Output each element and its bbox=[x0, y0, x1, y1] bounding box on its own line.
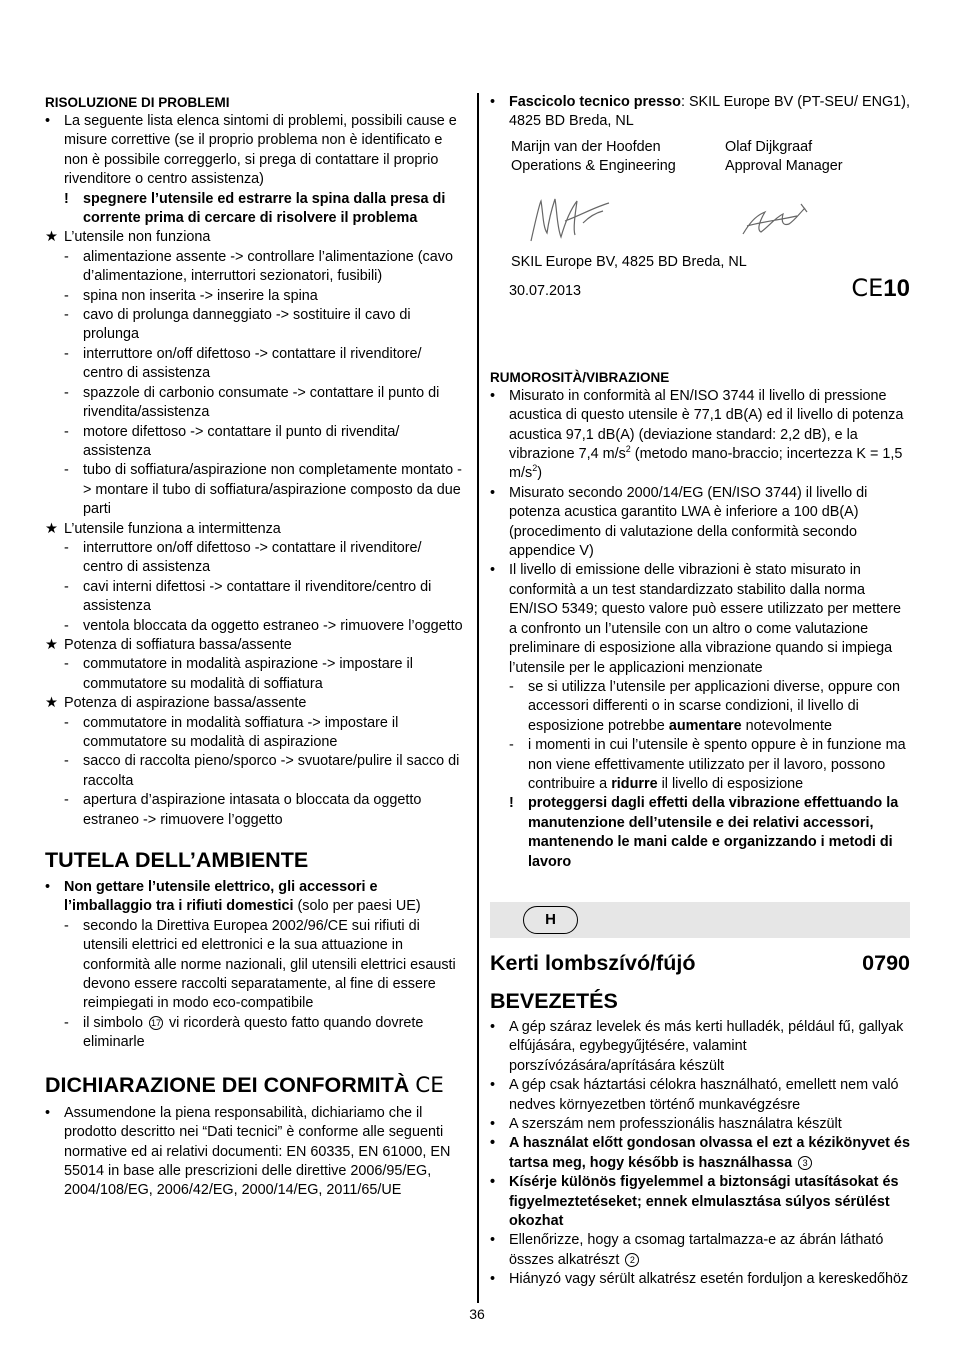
declaration-date: 30.07.2013 bbox=[509, 282, 582, 299]
language-badge: H bbox=[523, 906, 578, 934]
signature-block bbox=[490, 138, 910, 348]
list-item: • Hiányzó vagy sérült alkatrész esetén forduljon a kereskedőhöz bbox=[490, 1271, 909, 1288]
troubleshooting-warning: ! spegnere l’utensile ed estrarre la spina dalla presa di corrente prima di cercare di risolvere il problema bbox=[64, 190, 446, 227]
environment-heading: TUTELA DELL’AMBIENTE bbox=[45, 848, 309, 873]
list-item: - interruttore on/off difettoso -> contattare il rivenditore/ centro di assistenza bbox=[64, 539, 422, 576]
figure-reference-icon: 2 bbox=[625, 1253, 639, 1267]
signer-1: Marijn van der Hoofden Operations & Engineering bbox=[511, 138, 676, 175]
company-address: SKIL Europe BV, 4825 BD Breda, NL bbox=[511, 253, 747, 270]
conformity-text: • Assumendone la piena responsabilità, dichiariamo che il prodotto descritto nei “Dati tecnici” è conforme alle seguenti normative ed ai relativi documenti: EN 60335, EN 61000, EN 55014 in base alle prescrizioni delle direttive 2006/95/EG, 2004/108/EG, 2006/42/EG, 2000/14/EG, 2011/65/UE bbox=[45, 1104, 451, 1199]
list-item: - sacco di raccolta pieno/sporco -> svuotare/pulire il sacco di raccolta bbox=[64, 753, 460, 789]
list-item: - commutatore in modalità aspirazione -> impostare il commutatore su modalità di soffiatura bbox=[64, 656, 413, 692]
troubleshooting-intro: • La seguente lista elenca sintomi di problemi, possibili cause e misure correttive (se il proprio problema non è identificato e non è possibile correggerlo, si prega di contattare il proprio rivenditore o centro assistenza) bbox=[45, 113, 457, 188]
list-item: • Kísérje különös figyelemmel a biztonsági utasításokat és figyelmeztetéseket; ennek elmulasztása súlyos sérülést okozhat bbox=[490, 1174, 899, 1230]
list-item: - se si utilizza l’utensile per applicazioni diverse, oppure con accessori differenti o in scarse condizioni, il livello di esposizione potrebbe aumentare notevolmente bbox=[509, 678, 900, 734]
vibration-warning: ! proteggersi dagli effetti della vibrazione effettuando la manutenzione dell’utensile e dei relativi accessori, mantenendo le mani calde e organizzando i metodi di lavoro bbox=[509, 795, 899, 870]
ce-mark-icon: CE bbox=[415, 1072, 444, 1098]
noise-measure-1: • Misurato in conformità al EN/ISO 3744 il livello di pressione acustica di questo utensile è 77,1 dB(A) ed il livello di potenza acustica 97,1 dB(A) (deviazione standard: 2,2 dB), e la vibrazione 7,4 $m/s^2$ (metodo mano-braccio; incertezza K = 1,5 $m/s^2$) bbox=[490, 387, 904, 482]
list-item: - motore difettoso -> contattare il punto di rivendita/ assistenza bbox=[64, 423, 400, 459]
symptom-low-blow: ★ Potenza di soffiatura bassa/assente bbox=[45, 636, 292, 653]
conformity-heading: DICHIARAZIONE DEI CONFORMITÀ CE bbox=[45, 1072, 444, 1098]
list-item: • Ellenőrizze, hogy a csomag tartalmazza-e az ábrán látható összes alkatrészt 2 bbox=[490, 1232, 884, 1268]
noise-measure-2: • Misurato secondo 2000/14/EG (EN/ISO 3744) il livello di potenza acustica garantito LWA è inferiore a 100 dB(A) (procedimento di valutazione della conformità secondo appendice V) bbox=[490, 484, 868, 560]
list-item: • A szerszám nem professzionális használatra készült bbox=[490, 1116, 842, 1132]
figure-reference-icon: 17 bbox=[150, 1018, 161, 1029]
list-item: - tubo di soffiatura/aspirazione non completamente montato -> montare il tubo di soffiatura/aspirazione composto da due parti bbox=[64, 462, 462, 518]
signer-2: Olaf Dijkgraaf Approval Manager bbox=[725, 138, 843, 175]
list-item: • A gép száraz levelek és más kerti hulladék, például fű, gallyak elfújására, egybegyűjtésére, valamint porszívózására/aprítására készült bbox=[490, 1018, 904, 1074]
list-item: - interruttore on/off difettoso -> contattare il rivenditore/ centro di assistenza bbox=[64, 345, 422, 382]
list-item: - alimentazione assente -> controllare l’alimentazione (cavo d’alimentazione, interruttori sezionatori, fusibili) bbox=[64, 248, 453, 285]
list-item: - apertura d’aspirazione intasata o bloccata da oggetto estraneo -> rimuovere l’oggetto bbox=[64, 792, 422, 828]
language-bar bbox=[490, 902, 910, 938]
symptom-intermittent: ★ L’utensile funziona a intermittenza bbox=[45, 520, 281, 537]
right-column bbox=[490, 93, 910, 1290]
ce-mark-icon: CE bbox=[851, 273, 884, 302]
list-item: - i momenti in cui l’utensile è spento oppure è in funzione ma non viene effettivamente utilizzato per il lavoro, possono contribuire a ridurre il livello di esposizione bbox=[509, 737, 906, 792]
vibration-measure: • Il livello di emissione delle vibrazioni è stato misurato in conformità a un test standardizzato stabilito dalla norma EN/ISO 5349; questo valore può essere utilizzato per mettere a confronto un l’utensile con un altro o come valutazione preliminare di esposizione alla vibrazione quando si impiega l’utensile per le applicazioni menzionate bbox=[490, 562, 901, 676]
left-column bbox=[45, 93, 465, 1201]
introduction-heading: BEVEZETÉS bbox=[490, 988, 618, 1013]
page-number: 36 bbox=[469, 1306, 485, 1322]
list-item: - cavi interni difettosi -> contattare il rivenditore/centro di assistenza bbox=[64, 578, 432, 615]
list-item: - spazzole di carbonio consumate -> contattare il punto di rivendita/assistenza bbox=[64, 384, 440, 421]
list-item: - il simbolo 17 vi ricorderà questo fatto quando dovrete eliminarle bbox=[64, 1014, 424, 1051]
column-divider bbox=[477, 93, 479, 1303]
list-item: • A gép csak háztartási célokra használható, emellett nem való nedves környezetben történő munkavégzésre bbox=[490, 1077, 899, 1113]
product-title-row bbox=[490, 950, 910, 976]
list-item: - secondo la Direttiva Europea 2002/96/CE sui rifiuti di utensili elettrici ed elettronici e la sua attuazione in conformità alle norme nazionali, glil utensili elettrici esausti devono essere raccolti separatamente, al fine di essere reimpiegati in modo eco-compatibile bbox=[64, 917, 456, 1012]
environment-intro: • Non gettare l’utensile elettrico, gli accessori e l’imballaggio tra i rifiuti domestici (solo per paesi UE) bbox=[45, 879, 421, 915]
list-item: • A használat előtt gondosan olvassa el ezt a kézikönyvet és tartsa meg, hogy később is használhassa 3 bbox=[490, 1135, 910, 1171]
noise-heading: RUMOROSITÀ/VIBRAZIONE bbox=[490, 369, 670, 385]
product-number: 0790 bbox=[862, 950, 910, 975]
product-title: Kerti lombszívó/fújó bbox=[490, 950, 696, 975]
ce-mark-10: CE10 bbox=[851, 273, 910, 302]
signature-2-icon bbox=[735, 198, 815, 243]
list-item: - cavo di prolunga danneggiato -> sostituire il cavo di prolunga bbox=[64, 307, 411, 343]
list-item: - spina non inserita -> inserire la spina bbox=[64, 287, 318, 304]
symptom-not-working: ★ L’utensile non funziona bbox=[45, 229, 211, 246]
symptom-low-suction: ★ Potenza di aspirazione bassa/assente bbox=[45, 695, 307, 712]
troubleshooting-heading: RISOLUZIONE DI PROBLEMI bbox=[45, 95, 230, 110]
list-item: - commutatore in modalità soffiatura -> impostare il commutatore su modalità di aspirazione bbox=[64, 714, 399, 750]
technical-file: • Fascicolo tecnico presso: SKIL Europe BV (PT-SEU/ ENG1), 4825 BD Breda, NL bbox=[490, 94, 910, 130]
figure-reference-icon: 3 bbox=[798, 1156, 812, 1170]
list-item: - ventola bloccata da oggetto estraneo -> rimuovere l’oggetto bbox=[64, 617, 463, 634]
signature-1-icon bbox=[525, 193, 615, 248]
